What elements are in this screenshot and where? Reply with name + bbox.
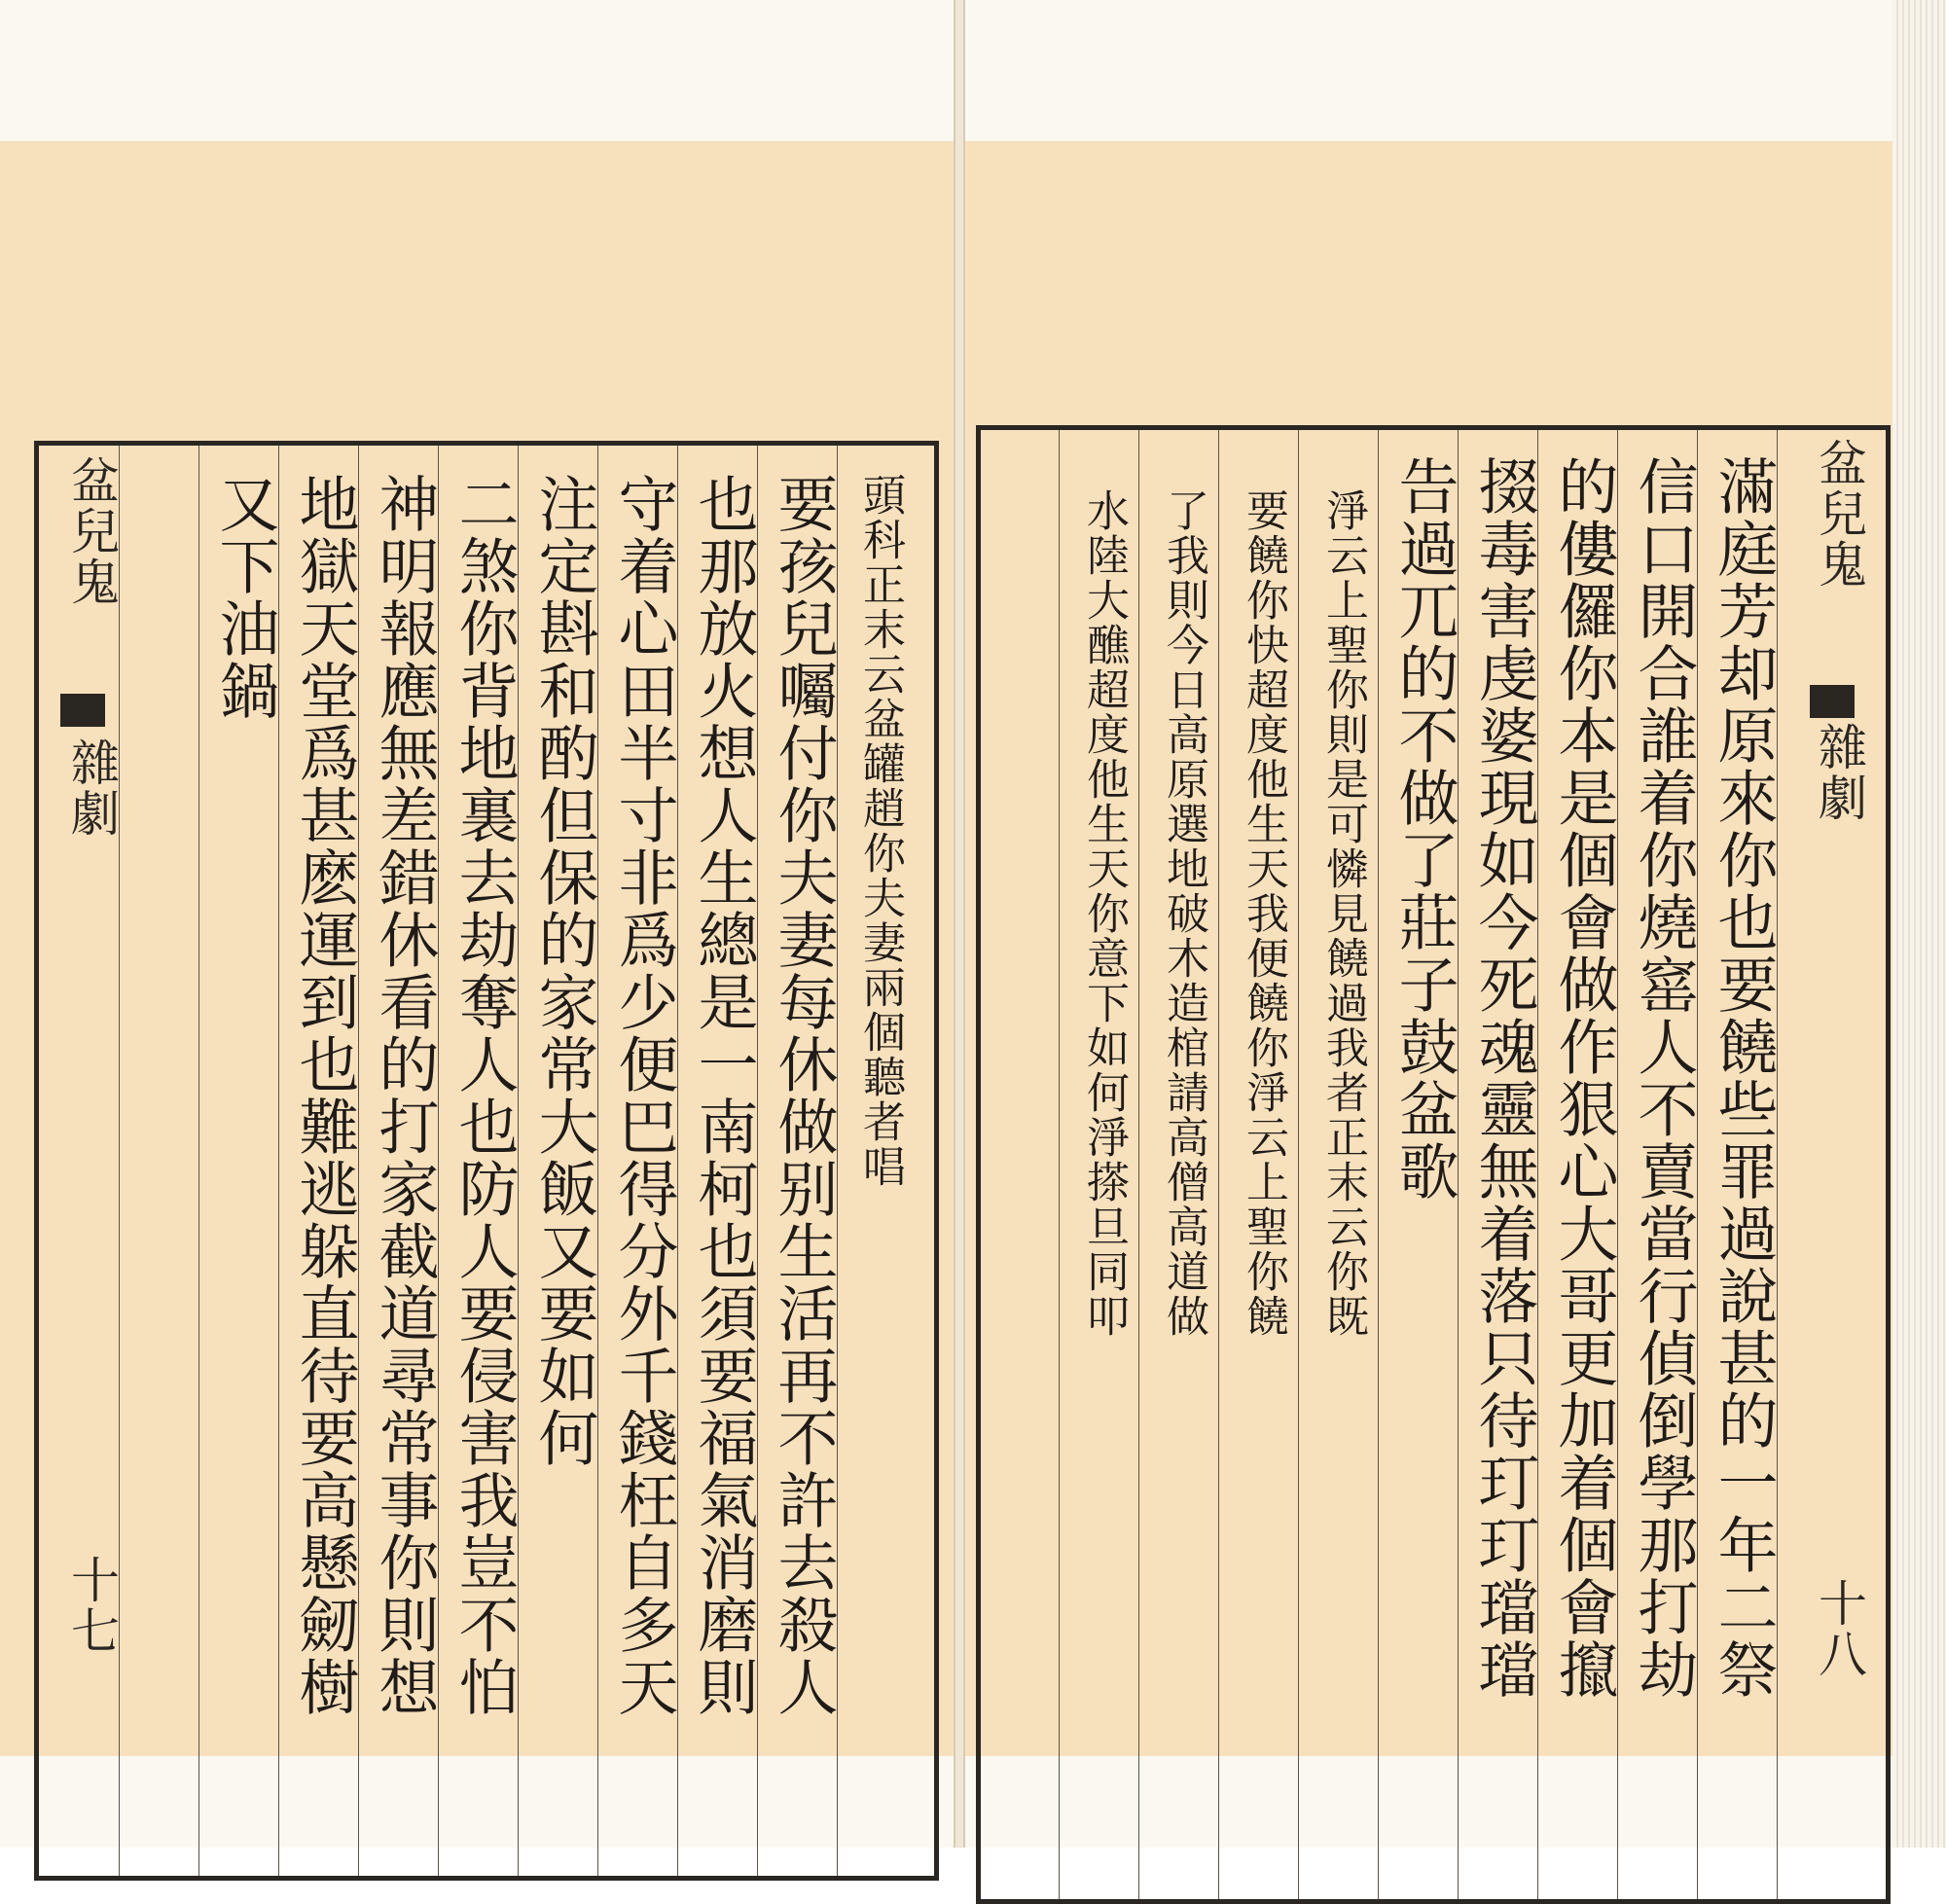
text-line-1: 頭科正末云盆罐趙你夫妻兩個聽者唱: [855, 473, 905, 1189]
column-rule: [198, 446, 199, 1876]
text-line-6: 二煞你背地裏去劫奪人也防人要侵害我豈不怕: [449, 473, 520, 1718]
left-margin-number: 十七: [63, 1555, 120, 1656]
text-line-4: 守着心田半寸非爲少便巴得分外千錢枉自多天: [608, 473, 679, 1718]
right-page: [965, 141, 1915, 1756]
column-rule: [1298, 430, 1299, 1899]
text-line-2: 要孩兒囑付你夫妻每休做别生活再不許去殺人: [768, 473, 839, 1718]
fishtail-mark: [1810, 685, 1855, 718]
column-rule: [1218, 430, 1219, 1899]
page-edges: [1892, 0, 1946, 1848]
right-margin-section: 雜劇: [1811, 722, 1867, 823]
text-line-6: 淨云上聖你則是可憐見饒過我者正末云你既: [1318, 488, 1368, 1339]
left-margin-section: 雜劇: [63, 737, 120, 839]
column-rule: [1138, 430, 1139, 1899]
text-line-9: 水陸大醮超度他生天你意下如何淨搽旦同叩: [1079, 488, 1129, 1339]
right-text-frame: [976, 425, 1891, 1904]
right-margin-title: 盆兒鬼: [1811, 438, 1867, 590]
right-margin-number: 十八: [1811, 1578, 1867, 1679]
column-rule: [1059, 430, 1060, 1899]
text-line-3: 的僂儸你本是個會做作狠心大哥更加着個會攛: [1548, 455, 1619, 1701]
left-text-frame: [34, 441, 939, 1881]
binding-gutter: [954, 0, 965, 1848]
column-rule: [1378, 430, 1379, 1899]
text-line-2: 信口開合誰着你燒窰人不賣當行偵倒學那打劫: [1628, 455, 1699, 1701]
text-line-9: 又下油鍋: [209, 473, 280, 722]
text-line-4: 掇毒害虔婆現如今死魂靈無着落只待玎玎璫璫: [1468, 455, 1539, 1701]
column-rule: [119, 446, 120, 1876]
left-margin-title: 盆兒鬼: [63, 455, 120, 607]
text-line-3: 也那放火想人生總是一南柯也須要福氣消磨則: [688, 473, 759, 1718]
fishtail-mark: [60, 694, 105, 727]
left-page: [0, 141, 954, 1756]
text-line-5: 告過兀的不做了莊子鼓盆歌: [1388, 455, 1460, 1203]
text-line-8: 地獄天堂爲甚麽運到也難逃躲直待要高懸劒樹: [289, 473, 360, 1718]
text-line-5: 注定斟和酌但保的家常大飯又要如何: [528, 473, 599, 1469]
text-line-1: 滿庭芳却原來你也要饒些罪過說甚的一年二祭: [1708, 455, 1779, 1701]
text-line-8: 了我則今日高原選地破木造棺請高僧高道做: [1159, 488, 1208, 1339]
text-line-7: 神明報應無差錯休看的打家截道尋常事你則想: [369, 473, 440, 1718]
text-line-7: 要饒你快超度他生天我便饒你淨云上聖你饒: [1239, 488, 1288, 1339]
